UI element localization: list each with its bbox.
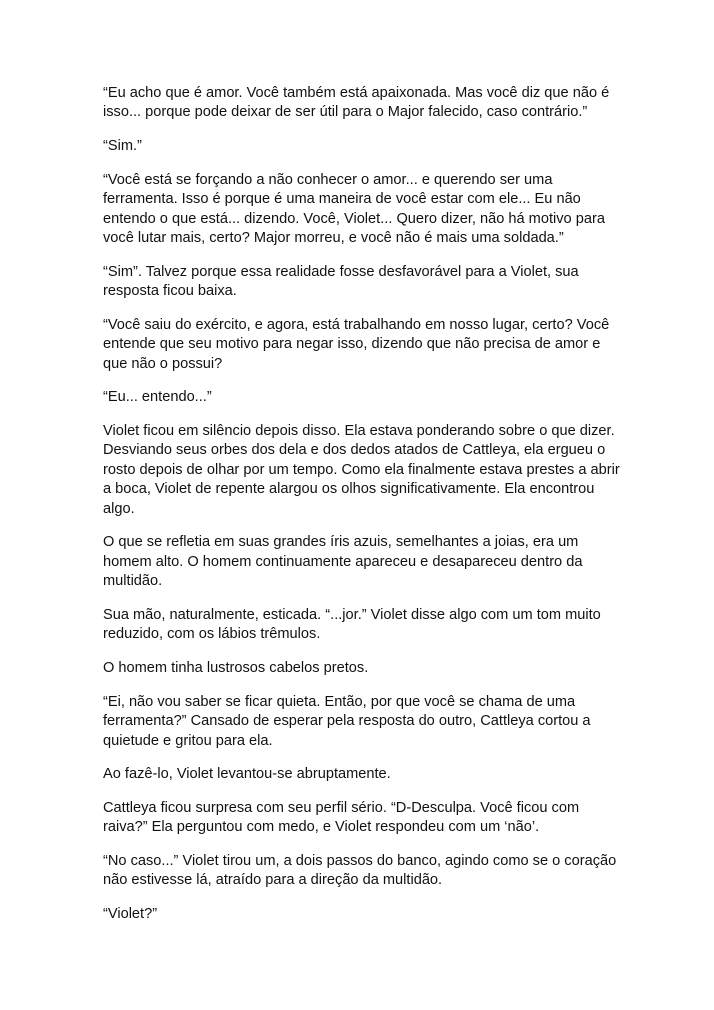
paragraph-2: “Sim.” (103, 138, 142, 155)
paragraph-6: “Eu... entendo...” (103, 389, 212, 406)
paragraph-4: “Sim”. Talvez porque essa realidade fosse desfavorável para a Violet, sua resposta ficou baixa. (103, 263, 579, 300)
paragraph-5: “Você saiu do exército, e agora, está trabalhando em nosso lugar, certo? Você entende que seu motivo para negar isso, dizendo que não precisa de amor e que não o possui? (103, 316, 610, 372)
paragraph-1: “Eu acho que é amor. Você também está apaixonada. Mas você diz que não é isso... porque pode deixar de ser útil para o Major falecido, caso contrário.” (103, 85, 610, 121)
paragraph-7: Violet ficou em silêncio depois disso. Ela estava ponderando sobre o que dizer. Desviando seus orbes dos dela e dos dedos atados de Cattleya, ela ergueu o rosto depois de olhar por um tempo. Como ela finalmente estava prestes a abrir a boca, Violet de repente alargou os olhos significativamente. Ela encontrou algo. (103, 423, 620, 517)
document-body (103, 84, 623, 939)
paragraph-10: O homem tinha lustrosos cabelos pretos. (103, 660, 369, 677)
paragraph-8: O que se refletia em suas grandes íris azuis, semelhantes a joias, era um homem alto. O homem continuamente apareceu e desapareceu dentro da multidão. (103, 534, 583, 590)
paragraph-12: Ao fazê-lo, Violet levantou-se abruptamente. (103, 766, 391, 783)
paragraph-15: “Violet?” (103, 906, 158, 923)
paragraph-11: “Ei, não vou saber se ficar quieta. Então, por que você se chama de uma ferramenta?” Cansado de esperar pela resposta do outro, Cattleya cortou a quietude e gritou para ela. (103, 693, 591, 749)
paragraph-3: “Você está se forçando a não conhecer o amor... e querendo ser uma ferramenta. Isso é porque é uma maneira de você estar com ele... Eu não entendo o que está... dizendo. Você, Violet... Quero dizer, não há motivo para você lutar mais, certo? Major morreu, e você não é mais uma soldada.” (103, 171, 605, 247)
paragraph-14: “No caso...” Violet tirou um, a dois passos do banco, agindo como se o coração não estivesse lá, atraído para a direção da multidão. (103, 853, 617, 889)
paragraph-13: Cattleya ficou surpresa com seu perfil sério. “D-Desculpa. Você ficou com raiva?” Ela perguntou com medo, e Violet respondeu com um ‘não’. (103, 799, 580, 836)
paragraph-9: Sua mão, naturalmente, esticada. “...jor.” Violet disse algo com um tom muito reduzido, com os lábios trêmulos. (103, 606, 601, 643)
